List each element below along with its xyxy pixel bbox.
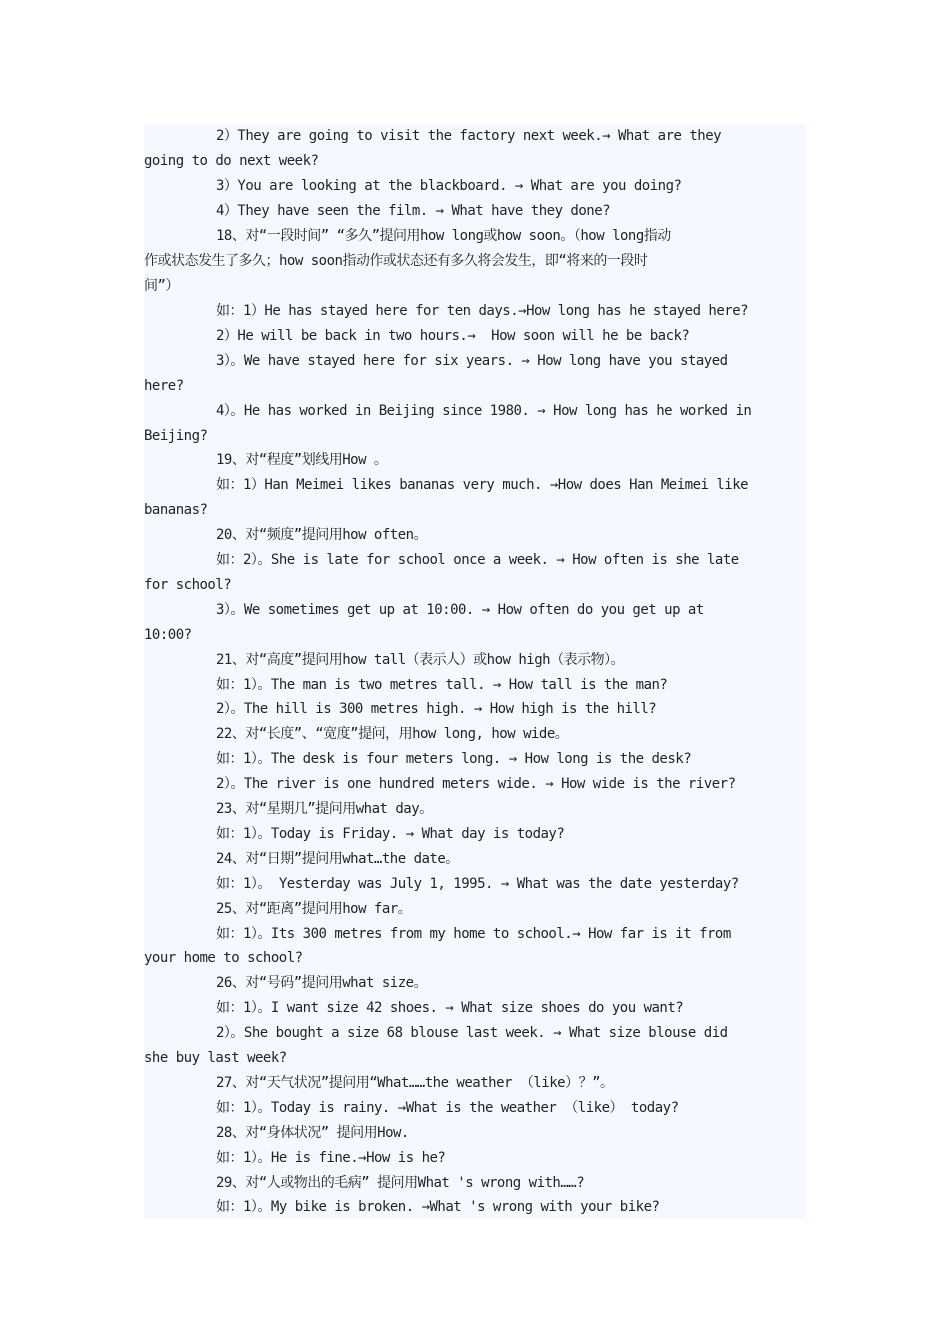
text-line: 如：1）。I want size 42 shoes. → What size shoes do you want? — [216, 1000, 684, 1016]
text-line: 23、对“星期几”提问用what day。 — [216, 801, 433, 817]
text-line: 22、对“长度”、“宽度”提问，用how long, how wide。 — [216, 726, 569, 742]
text-line: 2）They are going to visit the factory next week.→ What are they — [216, 128, 722, 144]
text-line: 2）。The hill is 300 metres high. → How high is the hill? — [216, 701, 657, 717]
document-page — [144, 124, 806, 1219]
text-line: 28、对“身体状况” 提问用How. — [216, 1125, 409, 1141]
text-line: 27、对“天气状况”提问用“What……the weather （like）？”。 — [216, 1075, 614, 1091]
text-line: 29、对“人或物出的毛病” 提问用What 's wrong with……? — [216, 1175, 585, 1191]
text-line: 3）You are looking at the blackboard. → What are you doing? — [216, 178, 682, 194]
text-line: 如：1）。He is fine.→How is he? — [216, 1150, 446, 1166]
text-line: 19、对“程度”划线用How 。 — [216, 452, 388, 468]
text-line: 4）They have seen the film. → What have they done? — [216, 203, 611, 219]
text-line: 4）。He has worked in Beijing since 1980. → How long has he worked in — [216, 403, 752, 419]
text-line: 2）He will be back in two hours.→ How soon will he be back? — [216, 328, 690, 344]
text-line: 24、对“日期”提问用what…the date。 — [216, 851, 459, 867]
text-line: 2）。The river is one hundred meters wide. → How wide is the river? — [216, 776, 736, 792]
text-line: 如：1）。 Yesterday was July 1, 1995. → What was the date yesterday? — [216, 876, 739, 892]
text-line: 10:00? — [144, 627, 192, 643]
text-line: 3）。We have stayed here for six years. → How long have you stayed — [216, 353, 728, 369]
text-line: 2）。She bought a size 68 blouse last week. → What size blouse did — [216, 1025, 728, 1041]
text-line: 作或状态发生了多久；how soon指动作或状态还有多久将会发生，即“将来的一段时 — [144, 253, 648, 269]
text-line: 25、对“距离”提问用how far。 — [216, 901, 412, 917]
text-line: for school? — [144, 577, 232, 593]
text-line: here? — [144, 378, 184, 394]
text-line: 间”） — [144, 278, 179, 294]
text-line: 20、对“频度”提问用how often。 — [216, 527, 428, 543]
text-line: 18、对“一段时间” “多久”提问用how long或how soon。（how long指动 — [216, 228, 671, 244]
text-line: bananas? — [144, 502, 208, 518]
text-line: 如：2）。She is late for school once a week. → How often is she late — [216, 552, 739, 568]
text-line: 如：1）。Its 300 metres from my home to school.→ How far is it from — [216, 926, 731, 942]
text-line: 如：1）。The desk is four meters long. → How long is the desk? — [216, 751, 692, 767]
text-line: 26、对“号码”提问用what size。 — [216, 975, 428, 991]
text-line: she buy last week? — [144, 1050, 287, 1066]
text-line: 如：1）。The man is two metres tall. → How tall is the man? — [216, 677, 668, 693]
text-line: 21、对“高度”提问用how tall（表示人）或how high（表示物）。 — [216, 652, 625, 668]
text-line: 如：1）He has stayed here for ten days.→How long has he stayed here? — [216, 303, 749, 319]
text-line: 3）。We sometimes get up at 10:00. → How often do you get up at — [216, 602, 704, 618]
text-line: your home to school? — [144, 950, 303, 966]
text-line: 如：1）。My bike is broken. →What 's wrong with your bike? — [216, 1199, 660, 1215]
text-line: going to do next week? — [144, 153, 319, 169]
text-line: 如：1）Han Meimei likes bananas very much. →How does Han Meimei like — [216, 477, 749, 493]
text-line: 如：1）。Today is rainy. →What is the weather （like） today? — [216, 1100, 679, 1116]
text-line: 如：1）。Today is Friday. → What day is today? — [216, 826, 565, 842]
text-line: Beijing? — [144, 428, 208, 444]
